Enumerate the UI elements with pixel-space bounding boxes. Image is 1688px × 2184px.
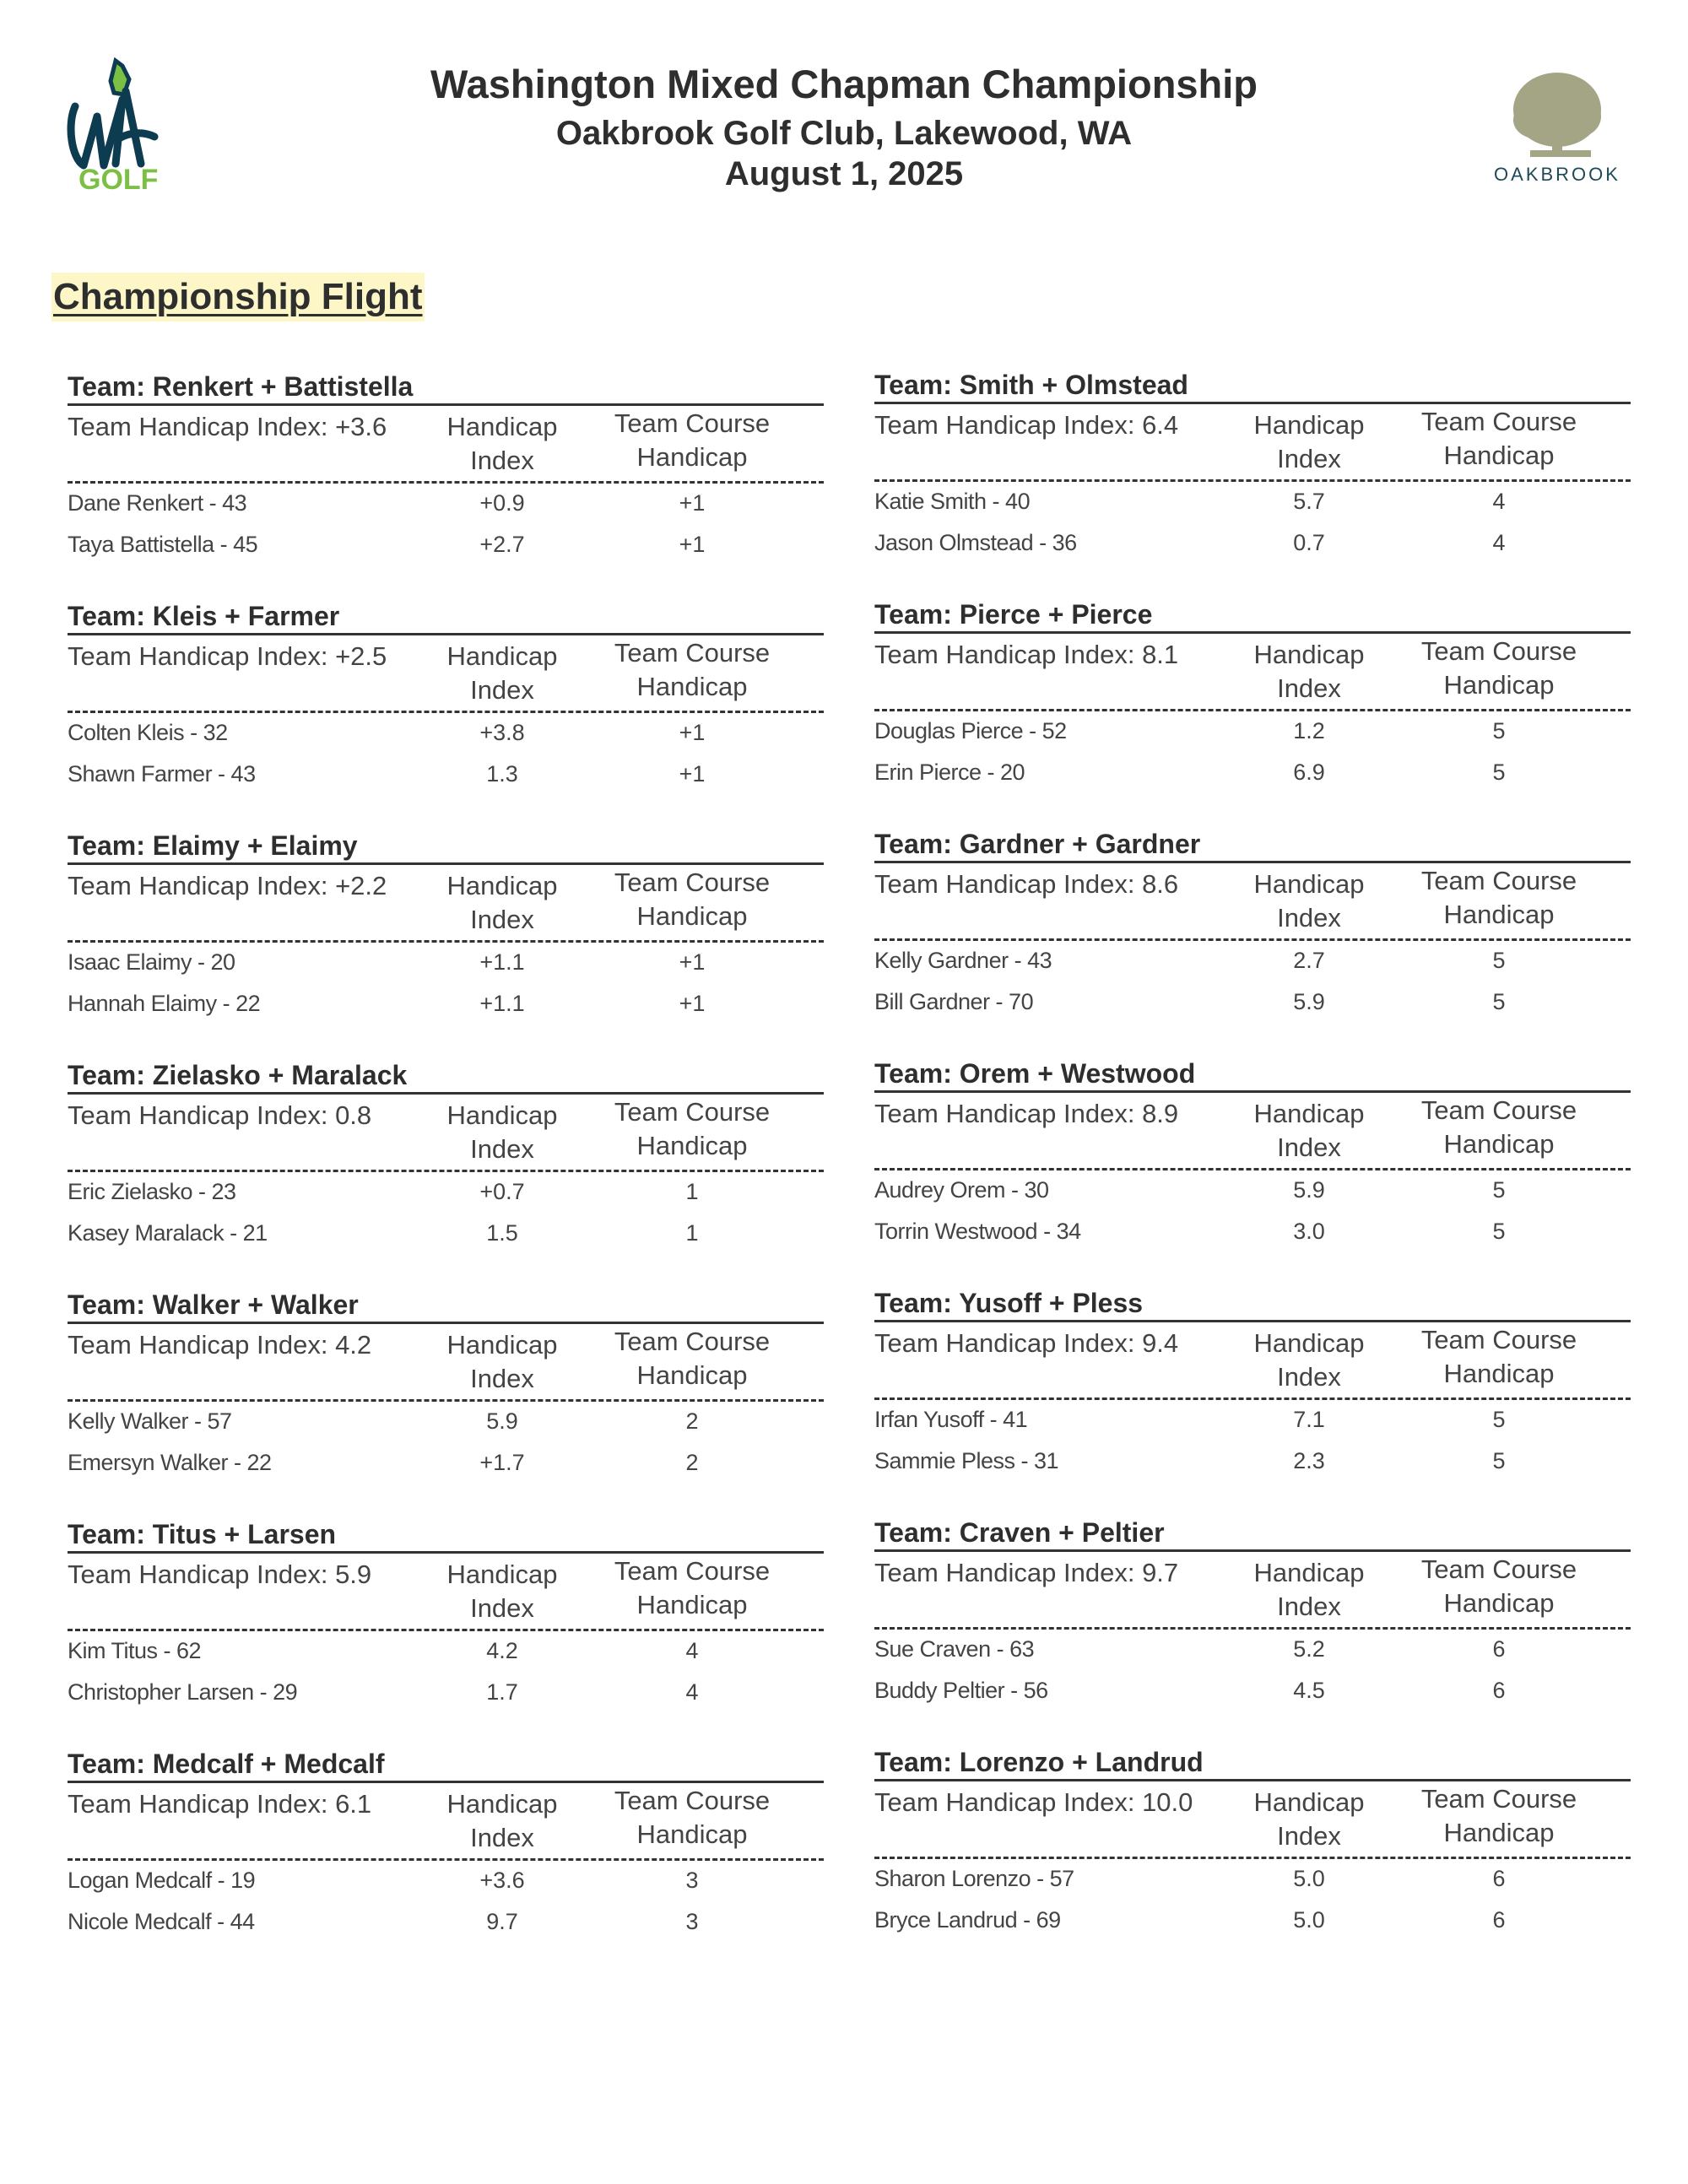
team-block [874,1288,1631,1490]
player-name: Bill Gardner - 70 [874,989,1034,1014]
player-name: Emersyn Walker - 22 [68,1450,272,1475]
player-row [68,757,824,791]
handicap-index-header: Handicap Index [446,871,558,934]
dashed-divider [68,940,824,943]
team-course-handicap-header: Team Course Handicap [614,868,771,931]
player-name: Kasey Maralack - 21 [68,1220,268,1246]
team-name: Team: Yusoff + Pless [874,1288,1144,1318]
handicap-index-header: Handicap Index [446,412,558,475]
team-handicap-index: Team Handicap Index: +3.6 [68,412,387,441]
player-handicap-index: +0.7 [479,1179,525,1204]
team-course-handicap: 2 [685,1450,699,1475]
player-row [874,755,1631,789]
player-row [874,484,1631,518]
team-course-handicap: 1 [685,1179,699,1204]
player-row [68,486,824,520]
team-course-handicap: +1 [679,761,706,787]
divider [874,861,1631,863]
player-handicap-index: 5.9 [486,1408,518,1434]
dashed-divider [874,479,1631,482]
dashed-divider [68,1399,824,1402]
team-handicap-index: Team Handicap Index: 8.6 [874,869,1179,899]
team-course-handicap-header: Team Course Handicap [614,1556,771,1619]
player-row [874,1903,1631,1937]
dashed-divider [874,1857,1631,1859]
team-course-handicap-header: Team Course Handicap [1420,1325,1577,1388]
player-name: Erin Pierce - 20 [874,760,1025,785]
player-row [68,1175,824,1208]
team-course-handicap: 3 [685,1868,699,1893]
team-course-handicap: 6 [1492,1636,1506,1662]
handicap-index-header: Handicap Index [446,1789,558,1852]
team-name: Team: Lorenzo + Landrud [874,1747,1204,1777]
event-date: August 1, 2025 [724,155,964,192]
player-name: Irfan Yusoff - 41 [874,1407,1028,1432]
team-name: Team: Walker + Walker [68,1289,359,1320]
handicap-index-header: Handicap Index [446,1560,558,1623]
divider [874,1779,1631,1781]
team-course-handicap: 4 [685,1638,699,1663]
player-row [874,714,1631,748]
player-handicap-index: +3.8 [479,720,525,745]
team-name: Team: Pierce + Pierce [874,599,1153,630]
player-row [874,1444,1631,1478]
event-venue: Oakbrook Golf Club, Lakewood, WA [555,115,1133,152]
player-name: Katie Smith - 40 [874,489,1031,514]
team-course-handicap: +1 [679,991,706,1016]
team-course-handicap: +1 [679,949,706,975]
team-course-handicap: 4 [1492,530,1506,555]
team-handicap-index: Team Handicap Index: 10.0 [874,1787,1193,1817]
team-course-handicap: 5 [1492,760,1506,785]
team-handicap-index: Team Handicap Index: +2.2 [68,871,387,900]
player-handicap-index: 3.0 [1293,1219,1325,1244]
player-name: Kelly Walker - 57 [68,1408,232,1434]
player-row [68,1446,824,1479]
svg-text:GOLF: GOLF [78,164,159,192]
player-handicap-index: +3.6 [479,1868,525,1893]
player-handicap-index: 5.0 [1293,1907,1325,1933]
team-course-handicap-header: Team Course Handicap [1420,1784,1577,1847]
player-row [68,1404,824,1438]
team-course-handicap: 4 [1492,489,1506,514]
player-name: Hannah Elaimy - 22 [68,991,261,1016]
team-course-handicap-header: Team Course Handicap [614,1327,771,1390]
player-handicap-index: 2.7 [1293,948,1325,973]
player-name: Taya Battistella - 45 [68,532,258,557]
player-handicap-index: 1.3 [486,761,518,787]
player-row [68,1216,824,1250]
player-row [874,526,1631,560]
divider [68,403,824,406]
handicap-index-header: Handicap Index [1253,1558,1365,1621]
handicap-index-header: Handicap Index [446,1100,558,1164]
player-row [874,943,1631,977]
player-handicap-index: 2.3 [1293,1448,1325,1473]
player-row [68,987,824,1020]
player-row [68,716,824,749]
player-handicap-index: +0.9 [479,490,525,516]
divider [874,1320,1631,1322]
player-row [874,1632,1631,1666]
divider [874,631,1631,634]
player-name: Kelly Gardner - 43 [874,948,1052,973]
team-handicap-index: Team Handicap Index: 6.1 [68,1789,372,1819]
handicap-index-header: Handicap Index [1253,640,1365,703]
team-course-handicap: 5 [1492,948,1506,973]
team-block [68,1289,824,1492]
player-name: Kim Titus - 62 [68,1638,202,1663]
handicap-index-header: Handicap Index [1253,1787,1365,1851]
team-block [874,1747,1631,1949]
team-name: Team: Renkert + Battistella [68,371,414,402]
team-handicap-index: Team Handicap Index: 9.7 [874,1558,1179,1587]
team-course-handicap-header: Team Course Handicap [1420,866,1577,929]
team-handicap-index: Team Handicap Index: +2.5 [68,641,387,671]
team-course-handicap-header: Team Course Handicap [614,408,771,472]
player-handicap-index: 5.7 [1293,489,1325,514]
player-row [68,1905,824,1938]
player-handicap-index: +1.1 [479,991,525,1016]
team-handicap-index: Team Handicap Index: 8.9 [874,1099,1179,1128]
player-name: Sammie Pless - 31 [874,1448,1059,1473]
player-name: Eric Zielasko - 23 [68,1179,236,1204]
divider [874,1549,1631,1552]
team-course-handicap-header: Team Course Handicap [1420,407,1577,470]
team-block [68,830,824,1033]
team-course-handicap: 5 [1492,1219,1506,1244]
team-course-handicap-header: Team Course Handicap [614,1097,771,1160]
team-course-handicap: 3 [685,1909,699,1934]
team-name: Team: Kleis + Farmer [68,601,340,631]
player-name: Logan Medcalf - 19 [68,1868,256,1893]
divider [68,1781,824,1783]
team-course-handicap: 2 [685,1408,699,1434]
player-handicap-index: 6.9 [1293,760,1325,785]
player-handicap-index: +2.7 [479,532,525,557]
team-name: Team: Orem + Westwood [874,1058,1196,1089]
player-handicap-index: 7.1 [1293,1407,1325,1432]
team-course-handicap-header: Team Course Handicap [614,638,771,701]
team-name: Team: Zielasko + Maralack [68,1060,408,1090]
team-block [874,1517,1631,1720]
player-name: Dane Renkert - 43 [68,490,247,516]
team-course-handicap: 4 [685,1679,699,1705]
event-title: Washington Mixed Chapman Championship [430,62,1258,106]
team-handicap-index: Team Handicap Index: 9.4 [874,1328,1179,1358]
team-course-handicap: 6 [1492,1866,1506,1891]
team-course-handicap-header: Team Course Handicap [1420,1095,1577,1159]
team-handicap-index: Team Handicap Index: 4.2 [68,1330,372,1360]
player-name: Douglas Pierce - 52 [874,718,1067,743]
team-course-handicap-header: Team Course Handicap [1420,1554,1577,1618]
player-row [68,1675,824,1709]
team-course-handicap-header: Team Course Handicap [1420,636,1577,700]
team-course-handicap: 1 [685,1220,699,1246]
team-block [874,1058,1631,1261]
player-name: Nicole Medcalf - 44 [68,1909,255,1934]
team-course-handicap: 6 [1492,1907,1506,1933]
player-handicap-index: 5.2 [1293,1636,1325,1662]
dashed-divider [68,1170,824,1172]
team-course-handicap: +1 [679,532,706,557]
team-block [68,601,824,803]
player-row [874,1214,1631,1248]
divider [68,862,824,865]
flight-title: Championship Flight [51,273,425,322]
player-handicap-index: 5.0 [1293,1866,1325,1891]
divider [68,1551,824,1554]
player-name: Shawn Farmer - 43 [68,761,256,787]
team-block [874,829,1631,1031]
dashed-divider [68,481,824,484]
handicap-index-header: Handicap Index [446,1330,558,1393]
player-row [874,1173,1631,1207]
team-course-handicap: 5 [1492,718,1506,743]
player-name: Sharon Lorenzo - 57 [874,1866,1074,1891]
team-block [68,1749,824,1951]
team-course-handicap: 5 [1492,1407,1506,1432]
team-block [68,371,824,574]
player-row [68,527,824,561]
team-course-handicap: 5 [1492,1177,1506,1203]
divider [874,1090,1631,1093]
team-name: Team: Gardner + Gardner [874,829,1201,859]
player-handicap-index: 1.2 [1293,718,1325,743]
team-block [68,1519,824,1722]
team-block [874,599,1631,802]
divider [68,1322,824,1324]
team-course-handicap-header: Team Course Handicap [614,1786,771,1849]
dashed-divider [68,1858,824,1861]
team-course-handicap: 5 [1492,1448,1506,1473]
player-name: Jason Olmstead - 36 [874,530,1077,555]
team-course-handicap: +1 [679,490,706,516]
player-row [68,945,824,979]
dashed-divider [874,1168,1631,1170]
player-name: Audrey Orem - 30 [874,1177,1049,1203]
player-name: Torrin Westwood - 34 [874,1219,1081,1244]
player-handicap-index: +1.7 [479,1450,525,1475]
handicap-index-header: Handicap Index [1253,1328,1365,1392]
player-row [874,1862,1631,1895]
player-name: Christopher Larsen - 29 [68,1679,298,1705]
team-name: Team: Craven + Peltier [874,1517,1165,1548]
divider [874,402,1631,404]
divider [68,633,824,635]
player-handicap-index: 5.9 [1293,1177,1325,1203]
team-handicap-index: Team Handicap Index: 6.4 [874,410,1179,440]
team-handicap-index: Team Handicap Index: 5.9 [68,1560,372,1589]
player-row [874,1673,1631,1707]
dashed-divider [68,1629,824,1631]
player-name: Colten Kleis - 32 [68,720,228,745]
player-name: Sue Craven - 63 [874,1636,1035,1662]
team-course-handicap: 6 [1492,1678,1506,1703]
dashed-divider [874,938,1631,941]
team-handicap-index: Team Handicap Index: 8.1 [874,640,1179,669]
team-course-handicap: +1 [679,720,706,745]
team-name: Team: Medcalf + Medcalf [68,1749,385,1779]
divider [68,1092,824,1095]
player-name: Buddy Peltier - 56 [874,1678,1048,1703]
player-handicap-index: 9.7 [486,1909,518,1934]
player-row [68,1863,824,1897]
handicap-index-header: Handicap Index [446,641,558,705]
player-handicap-index: 4.2 [486,1638,518,1663]
dashed-divider [874,1397,1631,1400]
team-name: Team: Elaimy + Elaimy [68,830,358,861]
player-name: Bryce Landrud - 69 [874,1907,1061,1933]
handicap-index-header: Handicap Index [1253,1099,1365,1162]
dashed-divider [68,711,824,713]
handicap-index-header: Handicap Index [1253,869,1365,933]
player-handicap-index: 5.9 [1293,989,1325,1014]
player-handicap-index: 1.5 [486,1220,518,1246]
svg-text:OAKBROOK: OAKBROOK [1494,164,1620,185]
dashed-divider [874,709,1631,711]
team-course-handicap: 5 [1492,989,1506,1014]
player-row [874,1403,1631,1436]
player-handicap-index: 4.5 [1293,1678,1325,1703]
team-name: Team: Smith + Olmstead [874,370,1188,400]
player-handicap-index: 0.7 [1293,530,1325,555]
player-handicap-index: +1.1 [479,949,525,975]
team-block [874,370,1631,572]
team-handicap-index: Team Handicap Index: 0.8 [68,1100,372,1130]
team-block [68,1060,824,1262]
dashed-divider [874,1627,1631,1630]
team-name: Team: Titus + Larsen [68,1519,337,1549]
player-handicap-index: 1.7 [486,1679,518,1705]
handicap-index-header: Handicap Index [1253,410,1365,473]
player-row [874,985,1631,1019]
player-name: Isaac Elaimy - 20 [68,949,235,975]
player-row [68,1634,824,1668]
